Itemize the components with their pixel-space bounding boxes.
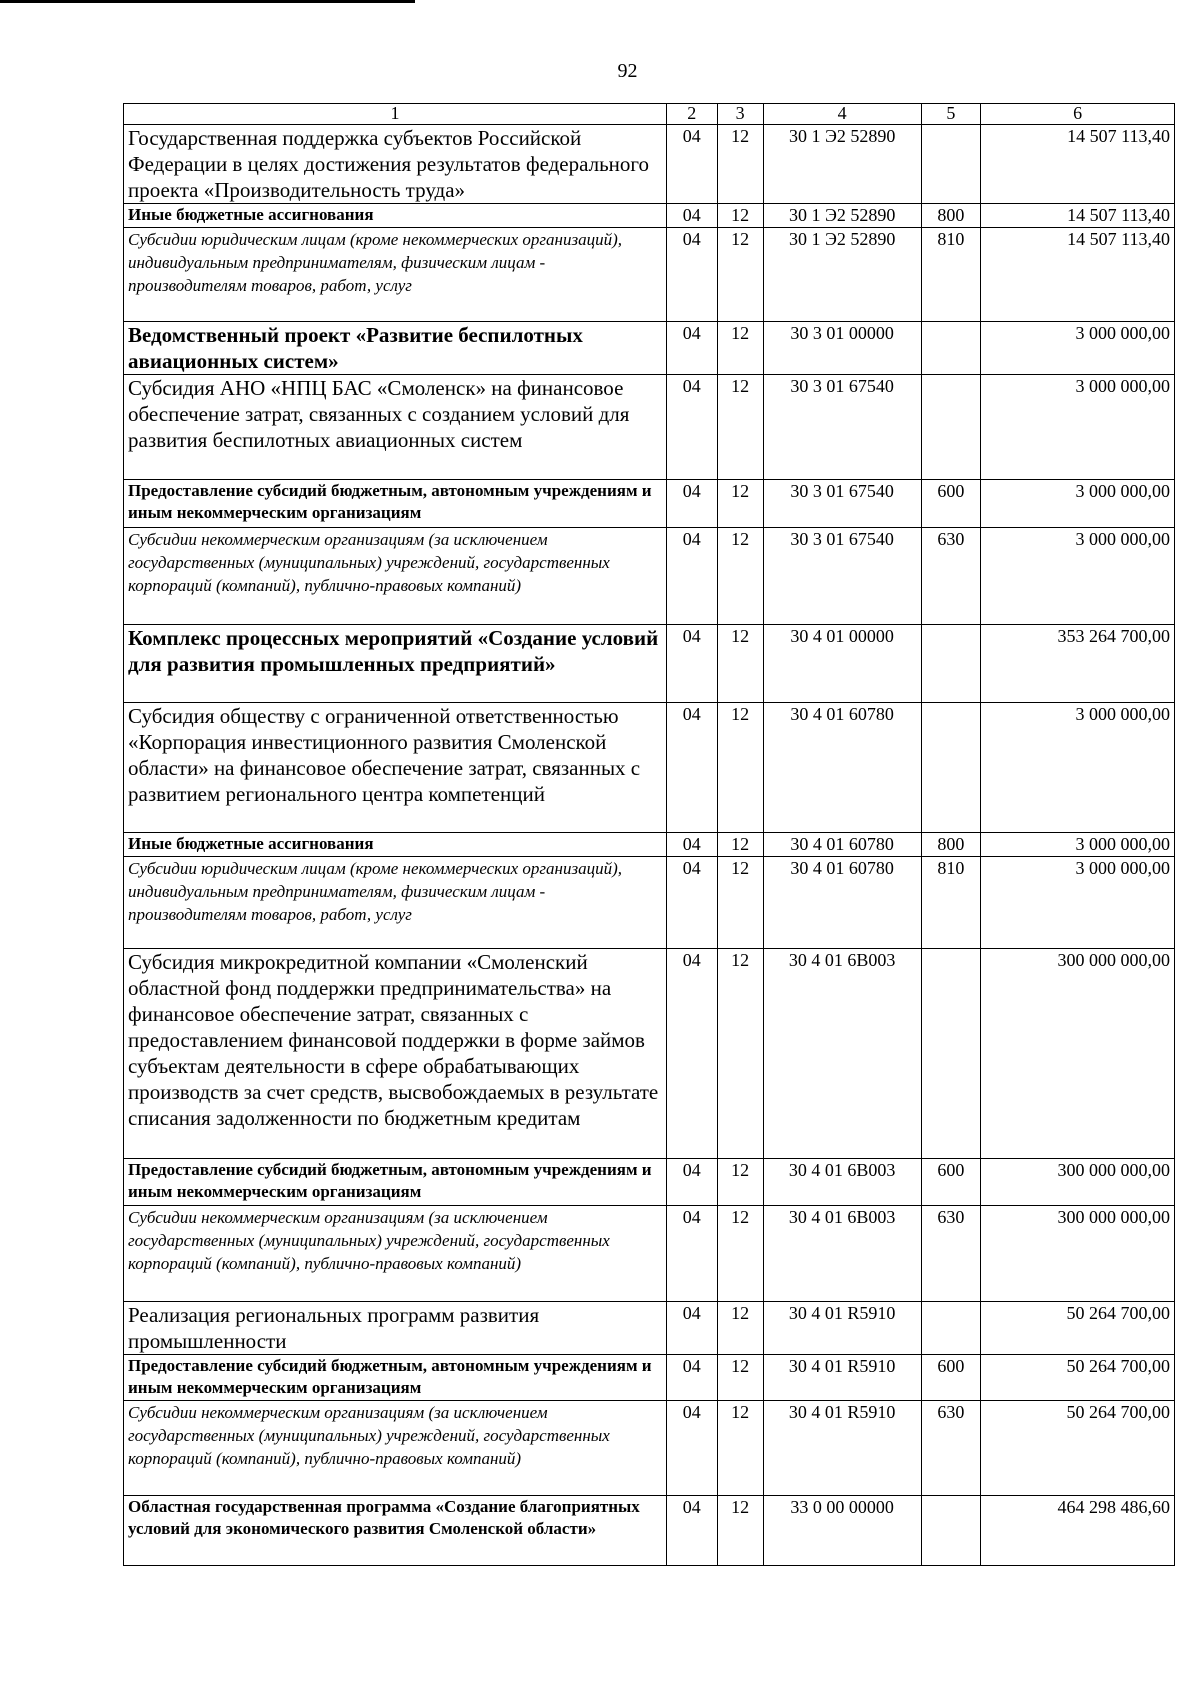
row-name: Предоставление субсидий бюджетным, автономным учреждениям и иным некоммерческим организациям [124, 1355, 667, 1401]
row-name: Иные бюджетные ассигнования [124, 204, 667, 228]
row-subsection: 12 [717, 857, 763, 949]
row-section: 04 [667, 833, 717, 857]
row-subsection: 12 [717, 528, 763, 625]
row-subsection: 12 [717, 1496, 763, 1566]
table-row [124, 375, 1175, 480]
table-row [124, 1401, 1175, 1496]
row-target-code: 30 4 01 R5910 [763, 1355, 921, 1401]
row-subsection: 12 [717, 1159, 763, 1206]
row-name: Областная государственная программа «Создание благоприятных условий для экономического развития Смоленской области» [124, 1496, 667, 1566]
row-expense-type: 600 [921, 480, 981, 528]
row-subsection: 12 [717, 375, 763, 480]
header-cell: 6 [981, 104, 1175, 125]
row-expense-type: 800 [921, 204, 981, 228]
header-cell: 2 [667, 104, 717, 125]
row-expense-type [921, 125, 981, 204]
row-amount: 464 298 486,60 [981, 1496, 1175, 1566]
header-row [124, 104, 1175, 125]
row-expense-type [921, 1302, 981, 1355]
row-section: 04 [667, 322, 717, 375]
row-amount: 300 000 000,00 [981, 1206, 1175, 1302]
row-name: Субсидии некоммерческим организациям (за исключением государственных (муниципальных) учреждений, государственных корпораций (компаний), публично-правовых компаний) [124, 528, 667, 625]
row-section: 04 [667, 625, 717, 703]
row-subsection: 12 [717, 703, 763, 833]
row-subsection: 12 [717, 1401, 763, 1496]
row-expense-type: 810 [921, 228, 981, 322]
table-row [124, 322, 1175, 375]
row-subsection: 12 [717, 833, 763, 857]
row-section: 04 [667, 528, 717, 625]
row-amount: 50 264 700,00 [981, 1302, 1175, 1355]
row-subsection: 12 [717, 949, 763, 1159]
table-row [124, 528, 1175, 625]
row-amount: 3 000 000,00 [981, 703, 1175, 833]
row-subsection: 12 [717, 1206, 763, 1302]
row-amount: 3 000 000,00 [981, 528, 1175, 625]
table-row [124, 857, 1175, 949]
table-row [124, 625, 1175, 703]
budget-table [123, 103, 1175, 1566]
row-amount: 353 264 700,00 [981, 625, 1175, 703]
row-expense-type [921, 1496, 981, 1566]
row-target-code: 30 3 01 00000 [763, 322, 921, 375]
row-subsection: 12 [717, 125, 763, 204]
row-name: Субсидия обществу с ограниченной ответственностью «Корпорация инвестиционного развития Смоленской области» на финансовое обеспечение затрат, связанных с развитием регионального центра компетенций [124, 703, 667, 833]
row-name: Ведомственный проект «Развитие беспилотных авиационных систем» [124, 322, 667, 375]
row-section: 04 [667, 480, 717, 528]
row-section: 04 [667, 949, 717, 1159]
header-cell: 1 [124, 104, 667, 125]
table-row [124, 125, 1175, 204]
row-section: 04 [667, 375, 717, 480]
row-amount: 3 000 000,00 [981, 322, 1175, 375]
row-section: 04 [667, 1401, 717, 1496]
row-section: 04 [667, 228, 717, 322]
row-expense-type [921, 703, 981, 833]
row-target-code: 30 1 Э2 52890 [763, 125, 921, 204]
row-amount: 3 000 000,00 [981, 375, 1175, 480]
row-target-code: 30 3 01 67540 [763, 528, 921, 625]
header-cell: 4 [763, 104, 921, 125]
row-target-code: 30 4 01 6В003 [763, 949, 921, 1159]
table-row [124, 480, 1175, 528]
row-section: 04 [667, 857, 717, 949]
row-amount: 50 264 700,00 [981, 1355, 1175, 1401]
row-name: Иные бюджетные ассигнования [124, 833, 667, 857]
row-name: Субсидия АНО «НПЦ БАС «Смоленск» на финансовое обеспечение затрат, связанных с созданием условий для развития беспилотных авиационных систем [124, 375, 667, 480]
row-target-code: 30 4 01 6В003 [763, 1159, 921, 1206]
row-amount: 3 000 000,00 [981, 833, 1175, 857]
row-name: Государственная поддержка субъектов Российской Федерации в целях достижения результатов федерального проекта «Производительность труда» [124, 125, 667, 204]
row-amount: 14 507 113,40 [981, 204, 1175, 228]
row-name: Предоставление субсидий бюджетным, автономным учреждениям и иным некоммерческим организациям [124, 1159, 667, 1206]
row-section: 04 [667, 204, 717, 228]
row-name: Субсидии юридическим лицам (кроме некоммерческих организаций), индивидуальным предпринимателям, физическим лицам - производителям товаров, работ, услуг [124, 857, 667, 949]
row-section: 04 [667, 1159, 717, 1206]
table-row [124, 1355, 1175, 1401]
table-row [124, 1206, 1175, 1302]
top-rule [0, 0, 415, 3]
row-target-code: 30 4 01 6В003 [763, 1206, 921, 1302]
row-target-code: 30 4 01 00000 [763, 625, 921, 703]
row-expense-type [921, 375, 981, 480]
row-expense-type: 630 [921, 1206, 981, 1302]
row-name: Субсидии некоммерческим организациям (за исключением государственных (муниципальных) учреждений, государственных корпораций (компаний), публично-правовых компаний) [124, 1401, 667, 1496]
row-name: Субсидии юридическим лицам (кроме некоммерческих организаций), индивидуальным предпринимателям, физическим лицам - производителям товаров, работ, услуг [124, 228, 667, 322]
row-expense-type [921, 949, 981, 1159]
table-row [124, 204, 1175, 228]
row-subsection: 12 [717, 228, 763, 322]
row-target-code: 30 3 01 67540 [763, 375, 921, 480]
row-expense-type: 630 [921, 528, 981, 625]
row-target-code: 30 4 01 60780 [763, 833, 921, 857]
row-section: 04 [667, 1496, 717, 1566]
table-row [124, 1159, 1175, 1206]
row-expense-type: 810 [921, 857, 981, 949]
header-cell: 5 [921, 104, 981, 125]
row-amount: 50 264 700,00 [981, 1401, 1175, 1496]
row-expense-type: 630 [921, 1401, 981, 1496]
row-expense-type: 800 [921, 833, 981, 857]
row-target-code: 33 0 00 00000 [763, 1496, 921, 1566]
row-amount: 14 507 113,40 [981, 125, 1175, 204]
row-expense-type: 600 [921, 1159, 981, 1206]
table-row [124, 949, 1175, 1159]
row-name: Комплекс процессных мероприятий «Создание условий для развития промышленных предприятий» [124, 625, 667, 703]
row-subsection: 12 [717, 1302, 763, 1355]
row-name: Реализация региональных программ развития промышленности [124, 1302, 667, 1355]
row-section: 04 [667, 125, 717, 204]
row-section: 04 [667, 1355, 717, 1401]
row-name: Субсидия микрокредитной компании «Смоленский областной фонд поддержки предпринимательства» на финансовое обеспечение затрат, связанных с предоставлением финансовой поддержки в форме займов субъектам деятельности в сфере обрабатывающих производств за счет средств, высвобождаемых в результате списания задолженности по бюджетным кредитам [124, 949, 667, 1159]
row-target-code: 30 4 01 R5910 [763, 1302, 921, 1355]
row-target-code: 30 3 01 67540 [763, 480, 921, 528]
table-row [124, 703, 1175, 833]
row-amount: 300 000 000,00 [981, 949, 1175, 1159]
row-amount: 3 000 000,00 [981, 857, 1175, 949]
row-section: 04 [667, 1302, 717, 1355]
row-amount: 14 507 113,40 [981, 228, 1175, 322]
row-name: Предоставление субсидий бюджетным, автономным учреждениям и иным некоммерческим организациям [124, 480, 667, 528]
row-expense-type [921, 625, 981, 703]
row-target-code: 30 1 Э2 52890 [763, 228, 921, 322]
row-subsection: 12 [717, 480, 763, 528]
row-target-code: 30 4 01 R5910 [763, 1401, 921, 1496]
table-row [124, 228, 1175, 322]
table-row [124, 833, 1175, 857]
row-expense-type: 600 [921, 1355, 981, 1401]
row-amount: 3 000 000,00 [981, 480, 1175, 528]
row-subsection: 12 [717, 625, 763, 703]
row-target-code: 30 4 01 60780 [763, 857, 921, 949]
row-name: Субсидии некоммерческим организациям (за исключением государственных (муниципальных) учреждений, государственных корпораций (компаний), публично-правовых компаний) [124, 1206, 667, 1302]
row-section: 04 [667, 703, 717, 833]
row-subsection: 12 [717, 322, 763, 375]
row-section: 04 [667, 1206, 717, 1302]
header-cell: 3 [717, 104, 763, 125]
row-target-code: 30 1 Э2 52890 [763, 204, 921, 228]
table-row [124, 1496, 1175, 1566]
row-amount: 300 000 000,00 [981, 1159, 1175, 1206]
page-number: 92 [617, 60, 638, 82]
row-target-code: 30 4 01 60780 [763, 703, 921, 833]
row-subsection: 12 [717, 1355, 763, 1401]
table-row [124, 1302, 1175, 1355]
row-expense-type [921, 322, 981, 375]
row-subsection: 12 [717, 204, 763, 228]
